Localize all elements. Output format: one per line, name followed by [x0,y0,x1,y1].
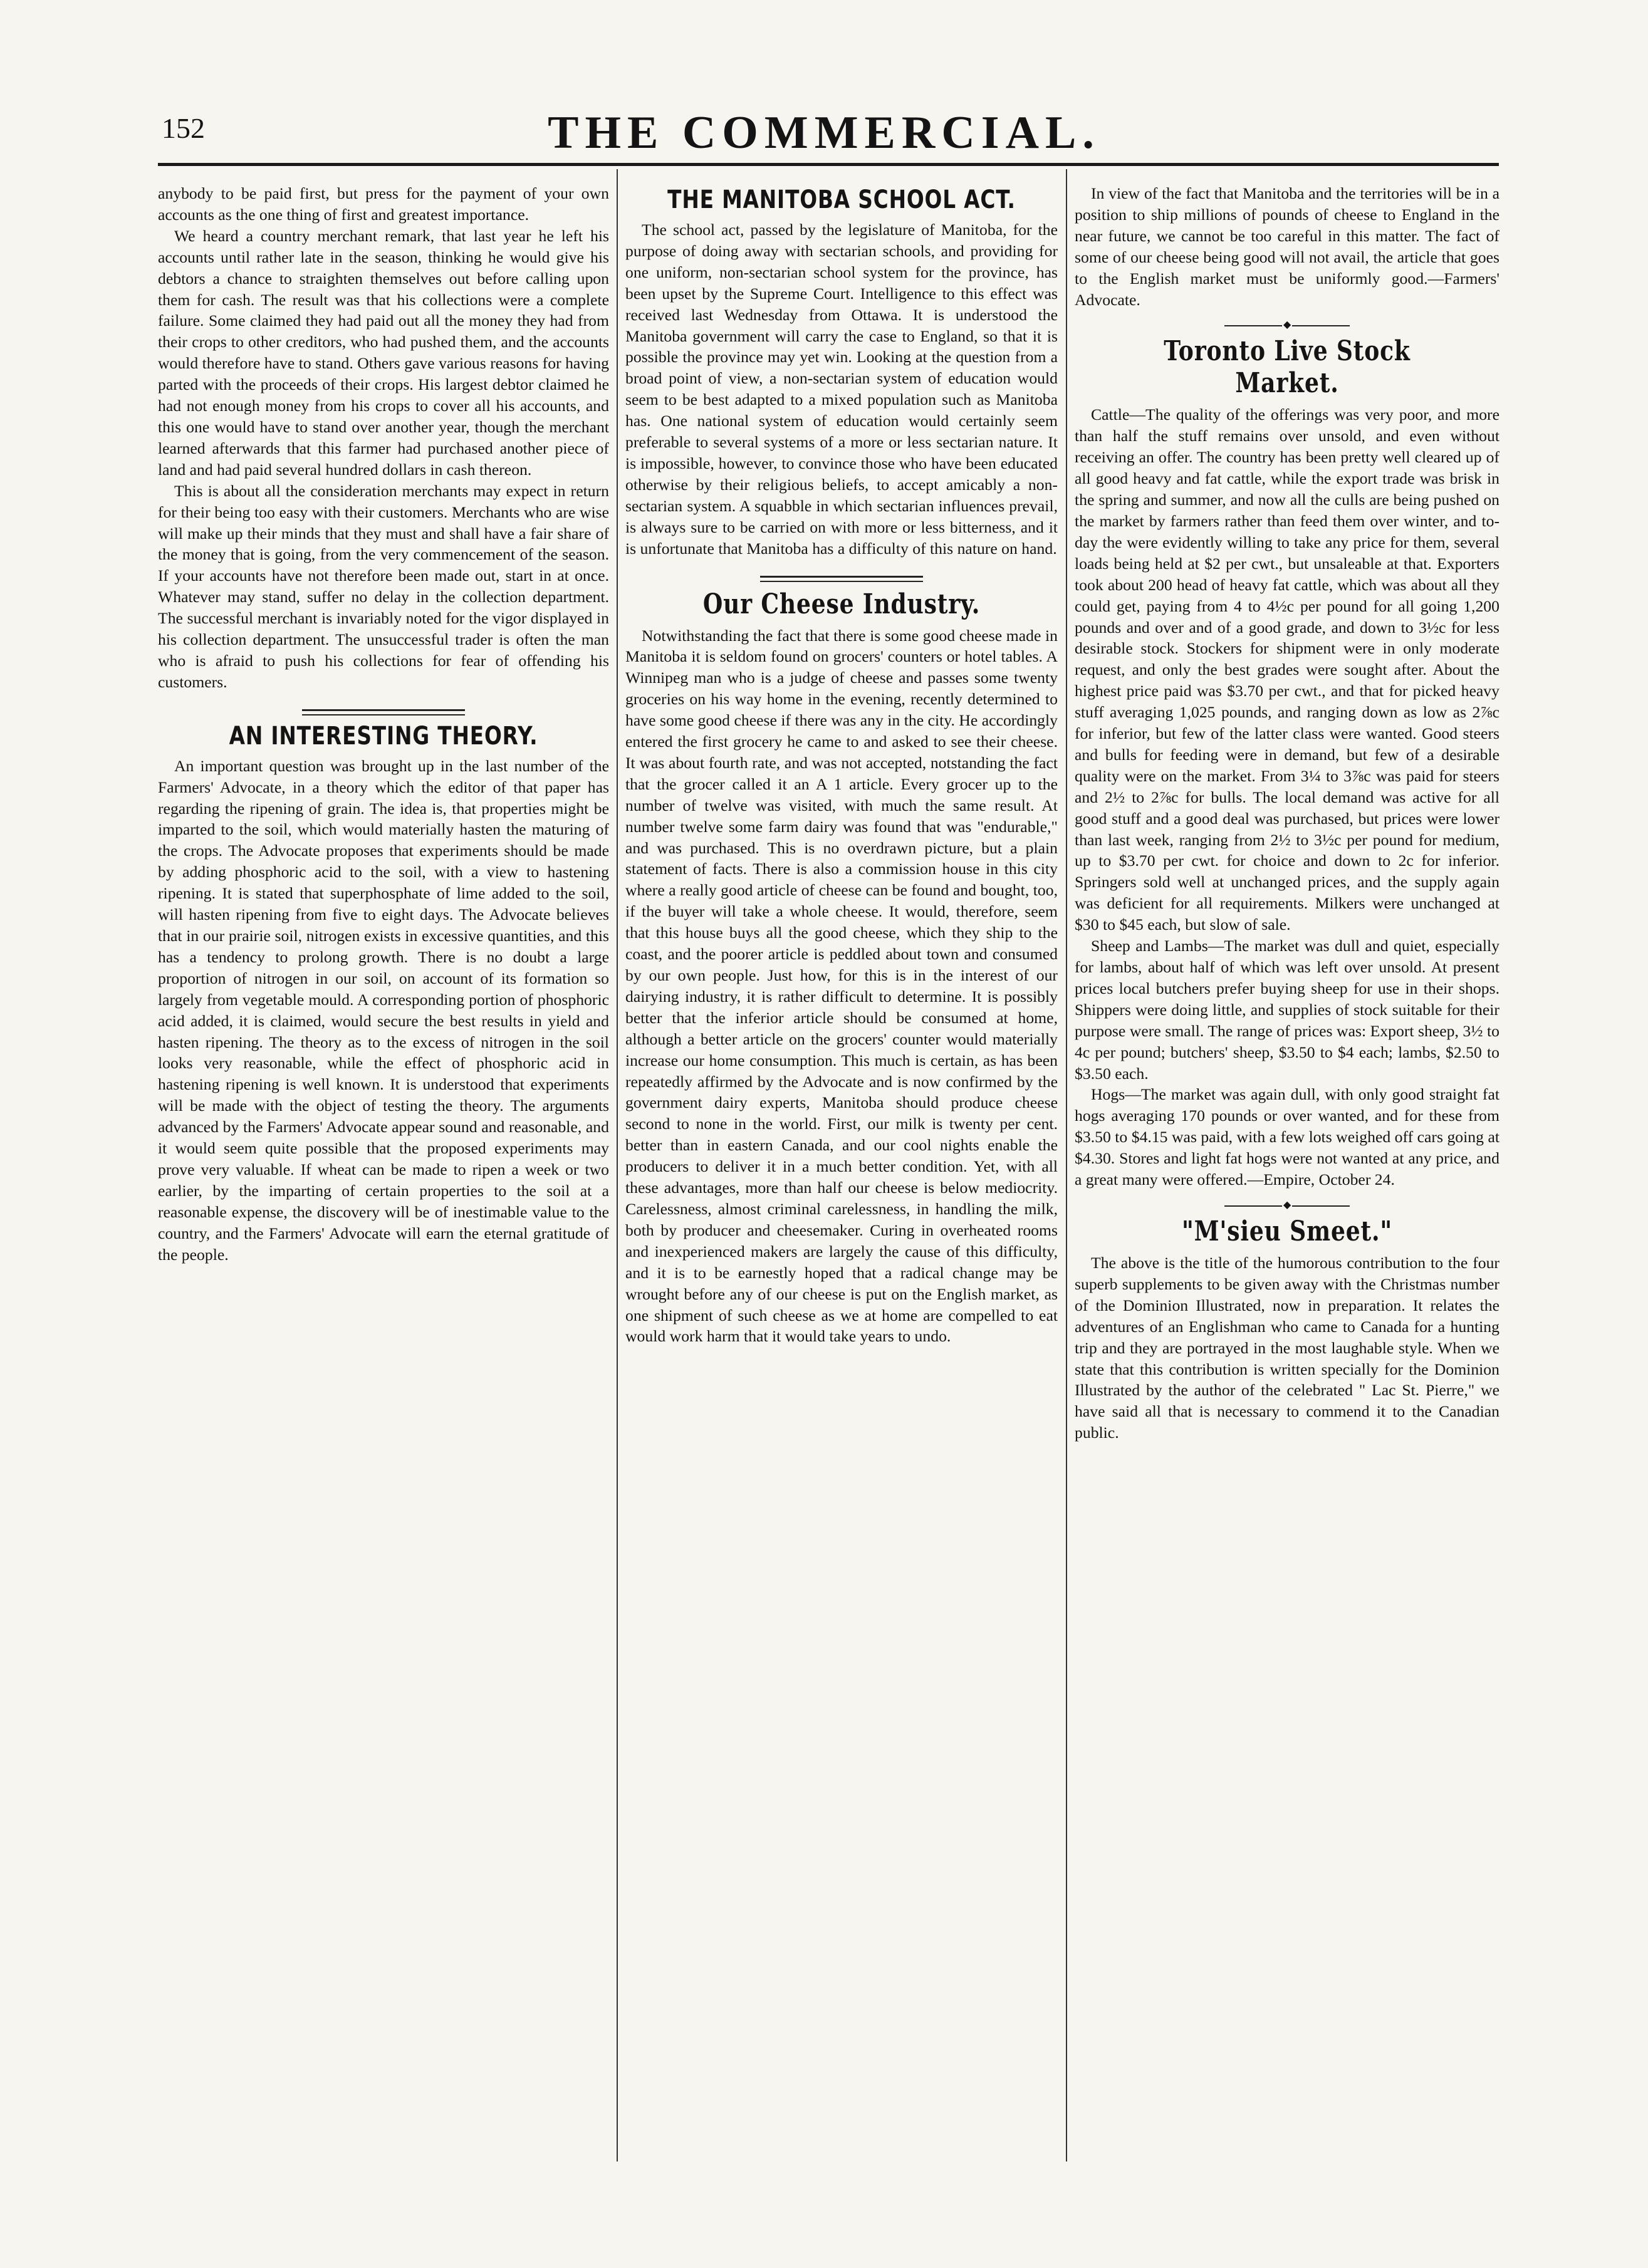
page-number: 152 [162,112,205,144]
ornament-divider [1224,325,1350,326]
column-rule-2 [1066,169,1067,2161]
paragraph: We heard a country merchant remark, that last year he left his accounts until rather late in the season, thinking he would give his debtors a chance to straighten themselves out before calling upon them for cash. The result was that his collections were a complete failure. Some claimed they had paid out all the money they had from their crops to other creditors, who had pushed them, and the accounts would therefore have to stand. Others gave various reasons for having parted with the proceeds of their crops. His largest debtor claimed he had not enough money from his crops to cover all his accounts, and this one would have to stand over another year, though the merchant learned afterwards that this farmer had purchased another piece of land and had paid several hundred dollars in cash thereon. [158,226,609,479]
article-heading: Toronto Live Stock Market. [1164,335,1411,400]
paragraph: anybody to be paid first, but press for the payment of your own accounts as the one thing of first and greatest importance. [158,184,609,224]
paragraph: This is about all the consideration merchants may expect in return for their being too easy with their customers. Merchants who are wise will make up their minds that they must and shall have a fair share of the money that is going, from the very commencement of the season. If your accounts have not therefore been made out, start in at once. Whatever may stand, suffer no delay in the collection department. The successful merchant is invariably noted for the vigor displayed in his collection department. The unsuccessful trader is often the man who is afraid to push his collections for fear of offending his customers. [158,481,609,691]
ornament-divider [1224,1205,1350,1207]
paragraph: An important question was brought up in the last number of the Farmers' Advocate, in a theory which the editor of that paper has regarding the ripening of grain. The idea is, that properties might be imparted to the soil, which would materially hasten the maturing of the crops. The Advocate proposes that experiments should be made by adding phosphoric acid to the soil, with a view to hastening ripening. It is stated that superphosphate of lime added to the soil, will hasten ripening from five to eight days. The Advocate believes that in our prairie soil, nitrogen exists in excessive quantities, and this has a tendency to prolong growth. There is no doubt a large proportion of nitrogen in our soil, on account of its formation so largely from vegetable mould. A corresponding portion of phosphoric acid added, it is claimed, would secure the best results in yield and hasten ripening. The theory as to the excess of nitrogen in the soil looks very reasonable, while the effect of phosphoric acid in hastening ripening is well known. It is understood that experiments will be made with the object of testing the theory. The arguments advanced by the Farmers' Advocate appear sound and reasonable, and it would seem quite possible that the proposed experiments may prove very valuable. If wheat can be made to ripen a week or two earlier, by the imparting of certain properties to the soil at a reasonable expense, the discovery will be of inestimable value to the country, and the Farmers' Advocate will earn the eternal gratitude of the people. [158,756,609,1264]
column-2 [625,183,1058,2156]
article-heading: AN INTERESTING THEORY. [229,721,538,751]
header-rule [158,163,1499,166]
section-divider [302,709,465,715]
paragraph: The school act, passed by the legislature of Manitoba, for the purpose of doing away with sectarian schools, and providing for one uniform, non-sectarian school system for the province, has been upset by the Supreme Court. Intelligence to this effect was received last Wednesday from Ottawa. It is understood the Manitoba government will carry the case to England, so that it is possible the province may yet win. Looking at the question from a broad point of view, a non-sectarian system of education would seem to be best adapted to a mixed population such as Manitoba has. One national system of education would certainly seem preferable to several systems of a more or less sectarian nature. It is impossible, however, to convince those who have been educated otherwise by their religious beliefs, to accept amicably a non-sectarian system. A squabble in which sectarian influences prevail, is always sure to be carried on with more or less bitterness, and it is unfortunate that Manitoba has a difficulty of this nature on hand. [625,221,1058,558]
column-3 [1075,183,1499,2156]
column-rule-1 [617,169,618,2161]
section-divider [760,576,923,582]
article-heading: "M'sieu Smeet." [1181,1215,1393,1247]
paragraph: Cattle—The quality of the offerings was very poor, and more than half the stuff remains over unsold, and even without receiving an offer. The country has been pretty well cleared up of all good heavy and fat cattle, while the export trade was brisk in the spring and summer, and now all the culls are being pushed on the market by farmers rather than feed them over winter, and to-day the were evidently willing to take any price for them, several loads being held at $2 per cwt., but unsaleable at that. Exporters took about 200 head of heavy fat cattle, which was about all they could get, paying from 4 to 4½c per pound for all going 1,200 pounds and over and of a good grade, and down to 3½c for less desirable stock. Stockers for shipment were in only moderate request, and only the best grades were sought after. About the highest price paid was $3.70 per cwt., and that for picked heavy stuff averaging 1,025 pounds, and ranging down as low as 2⅞c for inferior, but few of the latter class were wanted. Good steers and bulls for feeding were in demand, but few of a desirable quality were on the market. From 3¼ to 3⅞c was paid for steers and 2½ to 2⅞c for bulls. The local demand was active for all good stuff and a good deal was purchased, but prices were lower than last week, ranging from 2½ to 3½c per pound for medium, up to $3.70 per cwt. for choice and down to 2c for inferior. Springers sold well at unchanged prices, and the supply again was deficient for all requirements. Milkers were unchanged at $30 to $45 each, but slow of sale. [1075,405,1499,934]
paragraph: Notwithstanding the fact that there is some good cheese made in Manitoba it is seldom found on grocers' counters or hotel tables. A Winnipeg man who is a judge of cheese and passes some twenty groceries on his way home in the evening, recently determined to have some good cheese if there was any in the city. He accordingly entered the first grocery he came to and asked to see their cheese. It was about fourth rate, and was not accepted, notstanding the fact that the grocer called it an A 1 article. Every grocer up to the number of twelve was visited, with much the same result. At number twelve some farm dairy was found that was "endurable," and was purchased. This is no overdrawn picture, but a plain statement of facts. There is also a commission house in this city where a really good article of cheese can be found and bought, too, if the buyer will take a whole cheese. It would, therefore, seem that this house buys all the good cheese, which they ship to the coast, and the poorer article is peddled about town and consumed by our own people. Just how, for this is in the interest of our dairying industry, it is rather difficult to determine. It is possibly better that the inferior article should be consumed at home, although a better article on the grocers' counter would materially increase our home consumption. This much is certain, as has been repeatedly affirmed by the Advocate and is now confirmed by the government dairy experts, Manitoba should produce cheese second to none in the world. First, our milk is twenty per cent. better than in eastern Canada, and our cool nights enable the producers to deliver it in a much better condition. Yet, with all these advantages, more than half our cheese is below mediocrity. Carelessness, almost criminal carelessness, in handling the milk, both by producer and cheesemaker. Curing in overheated rooms and inexperienced makers are largely the cause of this difficulty, and it is to be earnestly hoped that a radical change may be wrought before any of our cheese is put on the English market, as one shipment of such cheese as we at home are compelled to eat would work harm that it would take years to undo. [625,626,1058,1346]
article-heading: Our Cheese Industry. [702,588,981,620]
masthead-title: THE COMMERCIAL. [548,107,1100,159]
paragraph: In view of the fact that Manitoba and the territories will be in a position to ship millions of pounds of cheese to England in the near future, we cannot be too careful in this matter. The fact of some of our cheese being good will not avail, the article that goes to the English market must be uniformly good.—Farmers' Advocate. [1075,184,1499,309]
column-1 [158,183,609,2156]
paragraph: Sheep and Lambs—The market was dull and quiet, especially for lambs, about half of which was left over unsold. At present prices local butchers prefer buying sheep for use in their shops. Shippers were doing little, and supplies of stock suitable for their purpose were small. The range of prices was: Export sheep, 3½ to 4c per pound; butchers' sheep, $3.50 to $4 each; lambs, $2.50 to $3.50 each. [1075,937,1499,1083]
paragraph: The above is the title of the humorous contribution to the four superb supplements to be given away with the Christmas number of the Dominion Illustrated, now in preparation. It relates the adventures of an Englishman who came to Canada for a hunting trip and they are portrayed in the most laughable style. When we state that this contribution is written specially for the Dominion Illustrated by the author of the celebrated " Lac St. Pierre," we have said all that is necessary to commend it to the Canadian public. [1075,1253,1499,1442]
article-heading: THE MANITOBA SCHOOL ACT. [667,185,1016,214]
paragraph: Hogs—The market was again dull, with only good straight fat hogs averaging 170 pounds or over wanted, and for these from $3.50 to $4.15 was paid, with a few lots weighed off cars going at $4.30. Stores and light fat hogs were not wanted at any price, and a great many were offered.—Empire, October 24. [1075,1085,1499,1189]
